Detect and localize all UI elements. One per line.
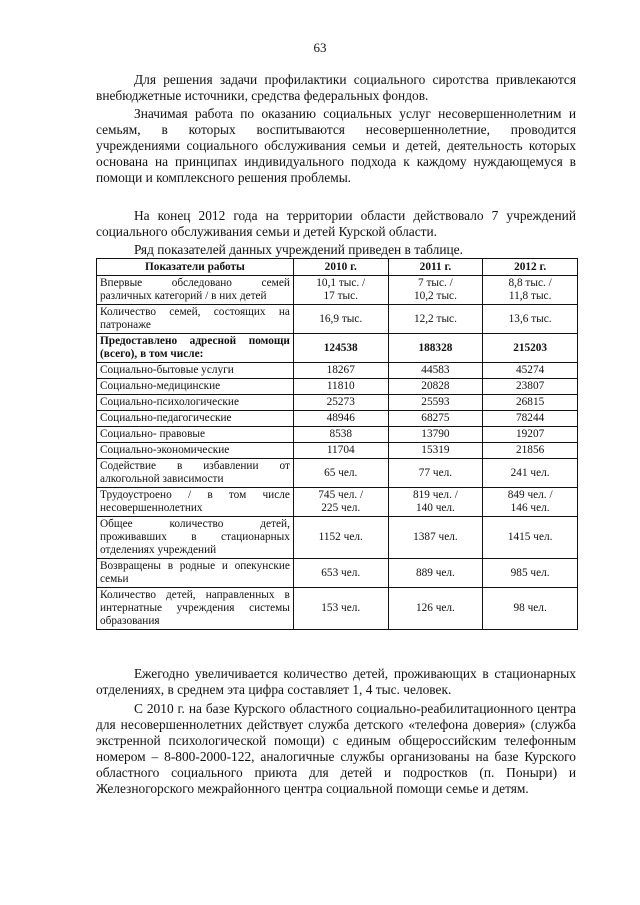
- row-label: Впервые обследовано семей различных категорий / в них детей: [97, 276, 294, 305]
- value-2012: 98 чел.: [483, 588, 578, 630]
- value-2012: [483, 488, 578, 517]
- cell-line: 10,1 тыс. /: [316, 277, 366, 289]
- cell-line: 146 чел.: [510, 502, 550, 514]
- value-2011: [388, 276, 483, 305]
- value-2012: 23807: [483, 379, 578, 395]
- table-row: [97, 379, 578, 395]
- value-2011: 25593: [388, 395, 483, 411]
- paragraph-text: Ежегодно увеличивается количество детей, проживающих в стационарных отделениях, в среднем эта цифра составляет 1, 4 тыс. человек.: [96, 666, 576, 697]
- value-2011: 12,2 тыс.: [388, 305, 483, 334]
- header-2010: 2010 г.: [293, 259, 388, 276]
- value-2012: 241 чел.: [483, 459, 578, 488]
- value-2011: 44583: [388, 363, 483, 379]
- paragraph-text: На конец 2012 года на территории области действовало 7 учреждений социального обслуживания семьи и детей Курской области.: [96, 208, 576, 239]
- header-2012: 2012 г.: [483, 259, 578, 276]
- value-2012: 26815: [483, 395, 578, 411]
- paragraph-text: С 2010 г. на базе Курского областного социально-реабилитационного центра для несовершеннолетних действует служба детского «телефона доверия» (служба экстренной психологической помощи) с единым общероссийским телефонным номером – 8-800-2000-122, аналогичные службы организованы на базе Курского областного социального приюта для детей и подростков (п. Поныри) и Железногорского межрайонного центра социальной помощи семье и детям.: [96, 701, 576, 796]
- cell-line: 17 тыс.: [323, 290, 358, 302]
- cell-line: 745 чел. /: [318, 489, 364, 501]
- paragraph-text: Значимая работа по оказанию социальных услуг несовершеннолетним и семьям, в которых воспитываются несовершеннолетние, проводится учреждениями социального обслуживания семьи и детей, деятельность которых основана на принципах индивидуального подхода к каждому нуждающемуся в помощи и комплексного решения проблемы.: [96, 106, 576, 185]
- value-2012: 19207: [483, 427, 578, 443]
- row-label: Трудоустроено / в том числе несовершеннолетних: [97, 488, 294, 517]
- value-2011: 188328: [388, 334, 483, 363]
- row-label: Социально- правовые: [97, 427, 294, 443]
- row-label: Социально-психологические: [97, 395, 294, 411]
- value-2010: 124538: [293, 334, 388, 363]
- table-row: [97, 363, 578, 379]
- paragraph-helpline: [96, 701, 576, 797]
- table-row: [97, 488, 578, 517]
- row-label: Предоставлено адресной помощи (всего), в том числе:: [97, 334, 294, 363]
- table-row: [97, 334, 578, 363]
- value-2010: 8538: [293, 427, 388, 443]
- cell-line: 10,2 тыс.: [413, 290, 457, 302]
- value-2010: 153 чел.: [293, 588, 388, 630]
- value-2011: 20828: [388, 379, 483, 395]
- table-row: [97, 459, 578, 488]
- value-2012: 1415 чел.: [483, 517, 578, 559]
- indicators-table: [96, 258, 578, 630]
- cell-line: 11,8 тыс.: [508, 290, 552, 302]
- value-2010: 65 чел.: [293, 459, 388, 488]
- value-2011: 77 чел.: [388, 459, 483, 488]
- value-2011: 15319: [388, 443, 483, 459]
- paragraph-funding: [96, 72, 576, 104]
- cell-line: 225 чел.: [321, 502, 361, 514]
- value-2012: 45274: [483, 363, 578, 379]
- value-2012: 21856: [483, 443, 578, 459]
- value-2010: [293, 488, 388, 517]
- cell-line: 849 чел. /: [507, 489, 553, 501]
- row-label: Общее количество детей, проживавших в стационарных отделениях учреждений: [97, 517, 294, 559]
- paragraph-table-intro: [96, 242, 576, 258]
- table-row: [97, 427, 578, 443]
- cell-line: 819 чел. /: [412, 489, 458, 501]
- cell-line: 7 тыс. /: [418, 277, 453, 289]
- table-row: [97, 305, 578, 334]
- header-2011: 2011 г.: [388, 259, 483, 276]
- table-row: [97, 443, 578, 459]
- row-label: Социально-педагогические: [97, 411, 294, 427]
- value-2012: 985 чел.: [483, 559, 578, 588]
- row-label: Содействие в избавлении от алкогольной зависимости: [97, 459, 294, 488]
- table-row: [97, 411, 578, 427]
- value-2010: [293, 276, 388, 305]
- value-2012: 13,6 тыс.: [483, 305, 578, 334]
- table-header-row: [97, 259, 578, 276]
- value-2010: 11810: [293, 379, 388, 395]
- value-2011: 68275: [388, 411, 483, 427]
- value-2012: 78244: [483, 411, 578, 427]
- header-indicator: Показатели работы: [97, 259, 294, 276]
- table-row: [97, 276, 578, 305]
- value-2010: 11704: [293, 443, 388, 459]
- value-2011: [388, 488, 483, 517]
- paragraph-institutions: [96, 208, 576, 240]
- row-label: Социально-медицинские: [97, 379, 294, 395]
- value-2012: 215203: [483, 334, 578, 363]
- value-2011: 13790: [388, 427, 483, 443]
- value-2010: 1152 чел.: [293, 517, 388, 559]
- paragraph-text: Ряд показателей данных учреждений приведен в таблице.: [134, 242, 463, 257]
- value-2011: 126 чел.: [388, 588, 483, 630]
- cell-line: 8,8 тыс. /: [508, 277, 552, 289]
- row-label: Социально-бытовые услуги: [97, 363, 294, 379]
- value-2010: 48946: [293, 411, 388, 427]
- row-label: Количество семей, состоящих на патронаже: [97, 305, 294, 334]
- cell-line: 140 чел.: [415, 502, 455, 514]
- paragraph-text: Для решения задачи профилактики социального сиротства привлекаются внебюджетные источники, средства федеральных фондов.: [96, 72, 576, 103]
- value-2010: 18267: [293, 363, 388, 379]
- paragraph-inpatient: [96, 666, 576, 698]
- value-2010: 25273: [293, 395, 388, 411]
- row-label: Количество детей, направленных в интернатные учреждения системы образования: [97, 588, 294, 630]
- row-label: Социально-экономические: [97, 443, 294, 459]
- value-2011: 1387 чел.: [388, 517, 483, 559]
- table-row: [97, 395, 578, 411]
- table-row: [97, 588, 578, 630]
- value-2010: 16,9 тыс.: [293, 305, 388, 334]
- value-2011: 889 чел.: [388, 559, 483, 588]
- table-row: [97, 517, 578, 559]
- paragraph-social-services: [96, 106, 576, 186]
- table-row: [97, 559, 578, 588]
- row-label: Возвращены в родные и опекунские семьи: [97, 559, 294, 588]
- value-2010: 653 чел.: [293, 559, 388, 588]
- page-number: 63: [313, 40, 327, 55]
- value-2012: [483, 276, 578, 305]
